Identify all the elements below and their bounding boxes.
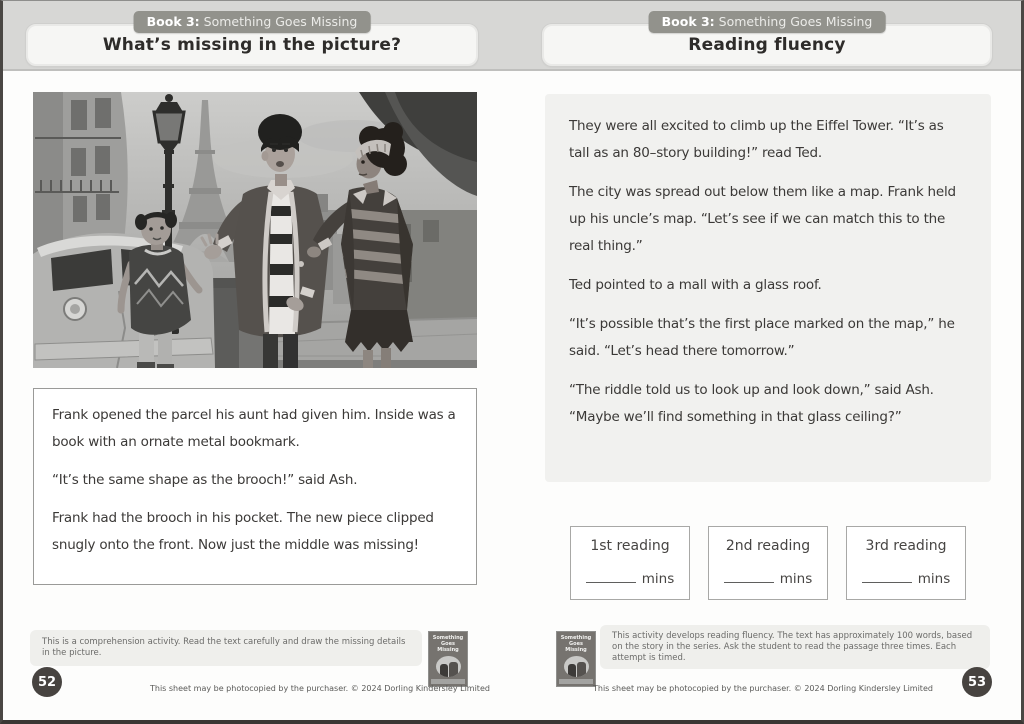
book-cover-thumbnail xyxy=(428,631,468,687)
book-cover-title: Something Goes Missing xyxy=(432,635,464,653)
story-paragraph: Frank opened the parcel his aunt had given him. Inside was a book with an ornate metal bookmark. xyxy=(52,407,456,450)
passage-paragraph: “The riddle told us to look up and look down,” said Ash. “Maybe we’ll find something in that glass ceiling?” xyxy=(569,382,934,425)
right-page-title: Reading fluency xyxy=(688,35,846,55)
teacher-note-text: This is a comprehension activity. Read the text carefully and draw the missing details in the picture. xyxy=(42,637,406,658)
page-number-badge: 53 xyxy=(962,667,992,697)
copyright-line: This sheet may be photocopied by the purchaser. © 2024 Dorling Kindersley Limited xyxy=(150,684,490,693)
page-number-badge: 52 xyxy=(32,667,62,697)
passage-paragraph: Ted pointed to a mall with a glass roof. xyxy=(569,277,822,293)
comprehension-text-box xyxy=(33,388,477,585)
reading-time-blank[interactable] xyxy=(586,570,636,583)
story-illustration xyxy=(33,92,477,368)
right-teacher-note xyxy=(600,625,990,669)
book-cover-thumbnail xyxy=(556,631,596,687)
passage-paragraph: “It’s possible that’s the first place marked on the map,” he said. “Let’s head there tomorrow.” xyxy=(569,316,955,359)
book-cover-title: Something Goes Missing xyxy=(560,635,592,653)
passage-paragraph: They were all excited to climb up the Eiffel Tower. “It’s as tall as an 80–story building!” read Ted. xyxy=(569,118,944,161)
badge-book-label: Book 3: xyxy=(146,14,200,29)
badge-series-label: Something Goes Missing xyxy=(714,14,873,29)
badge-series-label: Something Goes Missing xyxy=(199,14,358,29)
passage-paragraph: The city was spread out below them like a map. Frank held up his uncle’s map. “Let’s see if we can match this to the real thing.” xyxy=(569,184,956,254)
book-cover-footer xyxy=(559,679,593,684)
mins-label: mins xyxy=(641,571,675,587)
story-paragraph: Frank had the brooch in his pocket. The new piece clipped snugly onto the front. Now just the middle was missing! xyxy=(52,510,434,553)
book-cover-art xyxy=(436,656,461,677)
copyright-line: This sheet may be photocopied by the purchaser. © 2024 Dorling Kindersley Limited xyxy=(593,684,933,693)
mins-label: mins xyxy=(917,571,951,587)
right-book-badge xyxy=(649,11,886,33)
mins-label: mins xyxy=(779,571,813,587)
right-page-header xyxy=(542,14,992,66)
reading-time-box-1 xyxy=(570,526,690,600)
paris-street-scene xyxy=(33,92,477,368)
reading-passage-box xyxy=(545,94,991,482)
left-page-title: What’s missing in the picture? xyxy=(102,35,402,55)
reading-box-label: 2nd reading xyxy=(725,538,811,554)
reading-time-box-2 xyxy=(708,526,828,600)
left-book-badge xyxy=(134,11,371,33)
reading-time-blank[interactable] xyxy=(724,570,774,583)
header-strip xyxy=(0,0,1024,71)
left-page-header xyxy=(26,14,478,66)
teacher-note-text: This activity develops reading fluency. The text has approximately 100 words, based on the story in the series. Ask the student to read the passage three times. Each attempt is timed. xyxy=(612,630,973,663)
reading-box-label: 3rd reading xyxy=(865,538,947,554)
reading-time-box-3 xyxy=(846,526,966,600)
story-paragraph: “It’s the same shape as the brooch!” said Ash. xyxy=(52,472,358,488)
left-teacher-note xyxy=(30,630,422,666)
book-cover-art xyxy=(564,656,589,677)
reading-times-row xyxy=(545,526,991,600)
reading-time-blank[interactable] xyxy=(862,570,912,583)
reading-box-label: 1st reading xyxy=(590,538,670,554)
badge-book-label: Book 3: xyxy=(661,14,715,29)
